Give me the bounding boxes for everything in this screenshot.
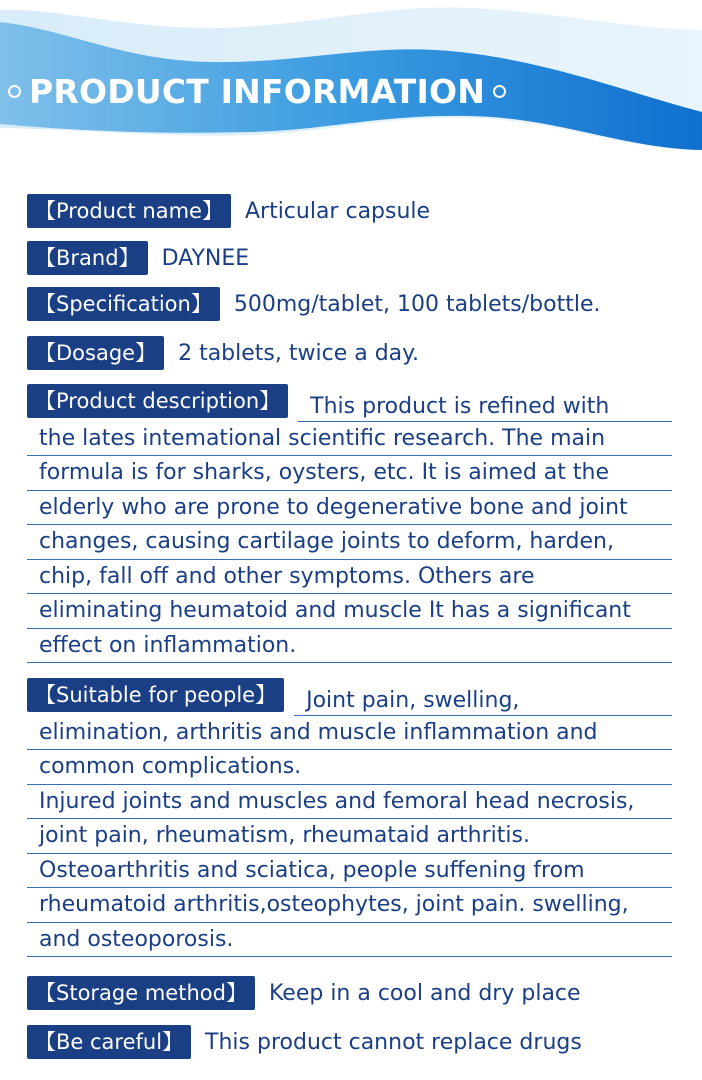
spec-value: Keep in a cool and dry place — [268, 980, 581, 1006]
suitable-line: common complications. — [27, 750, 672, 785]
label-badge: 【Specification】 — [27, 287, 220, 321]
spec-value: 500mg/tablet, 100 tablets/bottle. — [233, 291, 601, 317]
description-line: formula is for sharks, oysters, etc. It is aimed at the — [27, 456, 672, 491]
suitable-line: Osteoarthritis and sciatica, people suffening from — [27, 854, 672, 889]
label-badge: 【Storage method】 — [27, 976, 255, 1010]
label-badge: 【Dosage】 — [27, 336, 164, 370]
suitable-line: elimination, arthritis and muscle inflammation and — [27, 716, 672, 751]
spec-row-storage — [27, 976, 581, 1010]
label-badge: 【Brand】 — [27, 241, 148, 275]
suitable-line: and osteoporosis. — [27, 923, 672, 958]
suitable-line: joint pain, rheumatism, rheumataid arthritis. — [27, 819, 672, 854]
description-line: eliminating heumatoid and muscle It has a significant — [27, 594, 672, 629]
label-badge: 【Product name】 — [27, 194, 231, 228]
page-title-text: PRODUCT INFORMATION — [29, 71, 486, 111]
spec-value: 2 tablets, twice a day. — [178, 340, 420, 366]
suitable-text: Joint pain, swelling, — [294, 686, 672, 716]
description-line: elderly who are prone to degenerative bone and joint — [27, 491, 672, 526]
spec-value: This product cannot replace drugs — [205, 1029, 582, 1055]
label-badge: 【Be careful】 — [27, 1025, 191, 1059]
suitable-first-line — [27, 681, 672, 716]
spec-row-careful — [27, 1025, 582, 1059]
label-badge: 【Suitable for people】 — [27, 678, 284, 712]
page-title — [8, 68, 506, 114]
description-line: changes, causing cartilage joints to deform, harden, — [27, 525, 672, 560]
circle-icon — [493, 85, 506, 98]
suitable-line: rheumatoid arthritis,osteophytes, joint pain. swelling, — [27, 888, 672, 923]
spec-row-brand — [27, 241, 249, 275]
description-line: effect on inflammation. — [27, 629, 672, 664]
description-text: This product is refined with — [298, 392, 672, 422]
description-line: chip, fall off and other symptoms. Others are — [27, 560, 672, 595]
header-banner — [0, 0, 702, 175]
spec-row-dosage — [27, 336, 419, 370]
description-line: the lates intemational scientific research. The main — [27, 422, 672, 457]
spec-value: Articular capsule — [244, 198, 431, 224]
spec-row-product-name — [27, 194, 430, 228]
product-description — [27, 387, 672, 667]
description-first-line — [27, 387, 672, 422]
spec-value: DAYNEE — [161, 245, 250, 271]
label-badge: 【Product description】 — [27, 384, 288, 418]
spec-row-specification — [27, 287, 601, 321]
circle-icon — [8, 85, 21, 98]
suitable-line: Injured joints and muscles and femoral head necrosis, — [27, 785, 672, 820]
suitable-for-people — [27, 681, 672, 961]
